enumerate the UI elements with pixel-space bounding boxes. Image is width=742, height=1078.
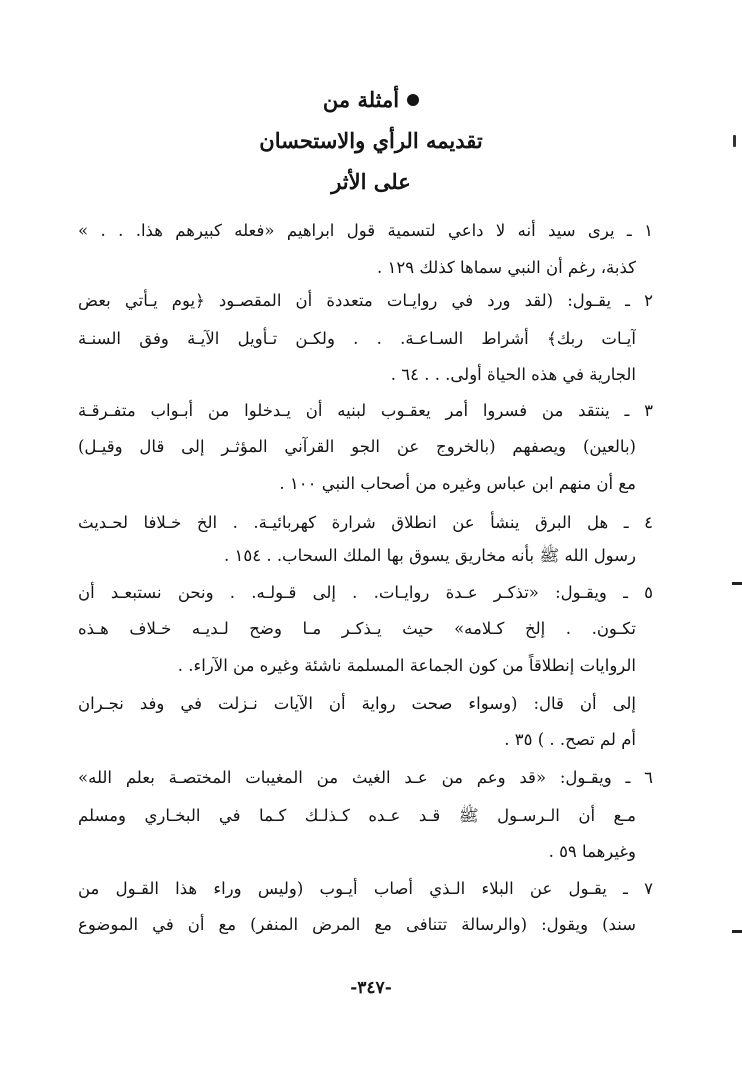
section-heading-line-2: تقديمه الرأي والاستحسان — [259, 128, 483, 153]
item-6-line-1: ٦ ـ ويقـول: «قد وعم من عـد الغيث من المغيبات المختصـة بعلم الله» — [78, 768, 653, 787]
item-5-line-2: تكـون. . إلخ كـلامه» حيث يـذكـر مـا وضح لـديـه خـلاف هـذه — [78, 619, 636, 638]
item-2-line-3: الجارية في هذه الحياة أولى. . . ٦٤ . — [390, 365, 636, 384]
item-3-line-1: ٣ ـ ينتقد من فسروا أمر يعقـوب لبنيه أن يـدخلوا من أبـواب متفـرقـة — [78, 401, 653, 420]
item-6-line-2: مـع أن الـرسـول ﷺ قـد عـده كـذلـك كـما في البخـاري ومسلم — [78, 806, 636, 825]
item-7-line-2: سند) ويقول: (والرسالة تتنافى مع المرض المنفر) مع أن في الموضوع — [78, 915, 636, 934]
item-3-line-3: مع أن منهم ابن عباس وغيره من أصحاب النبي ١٠٠ . — [279, 474, 636, 493]
item-2-line-2: آيـات ربك﴾ أشراط السـاعـة. . . ولكـن تـأويل الآيـة وفق السنـة — [78, 329, 636, 348]
item-5-line-3: الروايات إنطلاقاً من كون الجماعة المسلمة ناشئة وغيره من الآراء. . — [177, 656, 636, 675]
scan-speck — [733, 135, 736, 147]
item-5-line-5: أم لم تصح. . ) ٣٥ . — [504, 730, 636, 749]
bullet-icon — [407, 94, 419, 106]
item-1-line-1: ١ ـ يرى سيد أنه لا داعي لتسمية قول ابراهيم «فعله كبيرهم هذا. . . » — [78, 221, 653, 240]
item-4-line-2: رسول الله ﷺ بأنه مخاريق يسوق بها الملك السحاب. . ١٥٤ . — [223, 546, 636, 565]
item-2-line-1: ٢ ـ يقـول: (لقد ورد في روايـات متعددة أن المقصـود ﴿يوم يـأتي بعض — [78, 291, 653, 310]
item-5-line-1: ٥ ـ ويقـول: «تذكـر عـدة روايـات. . إلى قـولـه. . ونحن نستبعـد أن — [78, 583, 653, 602]
section-heading-line-1 — [0, 86, 742, 114]
item-6-line-3: وغيرهما ٥٩ . — [548, 842, 636, 861]
scan-edge-mark — [732, 930, 742, 933]
item-1-line-2: كذبة، رغم أن النبي سماها كذلك ١٢٩ . — [376, 258, 636, 277]
page-number: -٣٤٧- — [350, 978, 392, 998]
heading-text-1: أمثلة من — [322, 87, 400, 112]
item-5-line-4: إلى أن قال: (وسواء صحت رواية أن الآيات نـزلت في وفد نجـران — [78, 694, 636, 713]
item-4-line-1: ٤ ـ هل البرق ينشأ عن انطلاق شرارة كهربائيـة. . الخ خـلافا لحـديث — [78, 513, 653, 532]
scan-edge-mark — [732, 582, 742, 585]
item-3-line-2: (بالعين) ويصفهم (بالخروج عن الجو القرآني المؤثـر إلى قال وقيـل) — [78, 437, 636, 456]
item-7-line-1: ٧ ـ يقـول عن البلاء الـذي أصاب أيـوب (وليس وراء هذا القـول من — [78, 879, 653, 898]
section-heading-line-3: على الأثر — [331, 169, 411, 194]
